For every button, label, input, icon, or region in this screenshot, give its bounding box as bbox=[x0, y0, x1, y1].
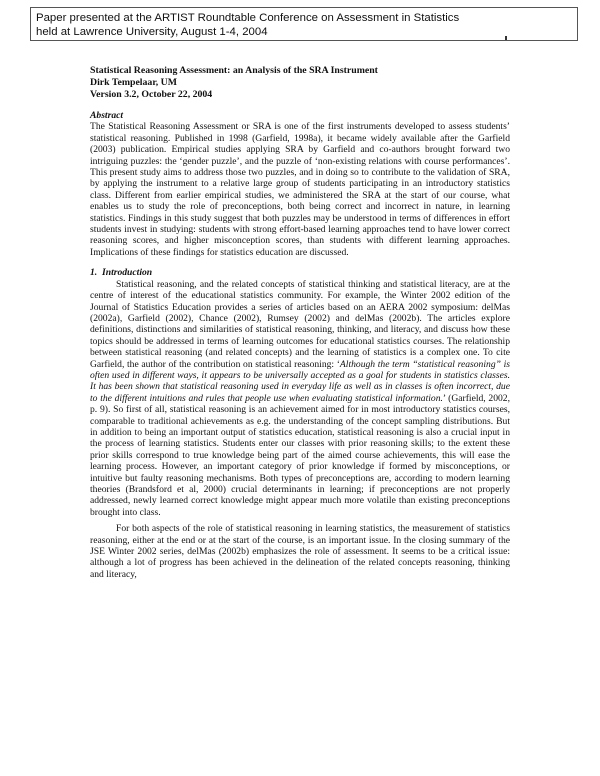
paper-page bbox=[90, 65, 510, 580]
banner-line-2: held at Lawrence University, August 1-4, 2004 bbox=[36, 26, 268, 38]
section-number: 1. bbox=[90, 267, 98, 279]
intro-paragraph-2: For both aspects of the role of statistical reasoning in learning statistics, the measurement of statistics reasoning, either at the end or at the start of the course, is an important issue. In the closing summary of the JSE Winter 2002 series, delMas (2002b) emphasizes the role of assessment. It seems to be a critical issue: although a lot of progress has been achieved in the delineation of the related concepts reasoning, thinking and literacy, bbox=[90, 523, 510, 580]
introduction-heading bbox=[90, 267, 510, 278]
garfield-quote: Although the term “statistical reasoning” is often used in different ways, it appears to be universally accepted as a goal for students in statistics classes. It has been shown that statistical reasoning used in everyday life as well as in classes is often incorrect, due to the different intuitions and rules that people use when evaluating statistical information. bbox=[90, 358, 510, 404]
banner-tick-mark bbox=[505, 36, 507, 40]
banner-line-1: Paper presented at the ARTIST Roundtable Conference on Assessment in Statistics bbox=[36, 12, 460, 24]
paper-author: Dirk Tempelaar, UM bbox=[90, 77, 177, 88]
conference-banner bbox=[30, 7, 578, 41]
intro-p1-text-a: Statistical reasoning, and the related concepts of statistical thinking and statistical literacy, are at the centre of interest of the educational statistics community. For example, the Winter 2002 edition of the Journal of Statistics Education provides a series of articles based on an AERA 2002 symposium: delMas (2002a), Garfield (2002), Chance (2002), Rumsey (2002) and delMas (2002b). The articles explore definitions, distinctions and similarities of statistical reasoning, thinking, and literacy, and discuss how these topics should be addressed in terms of learning outcomes for educational statistics courses. The relationship between statistical reasoning (and related concepts) and the learning of statistics is a complex one. To cite Garfield, the author of the contribution on statistical reasoning: ‘ bbox=[90, 278, 510, 370]
intro-p1-text-b: ’ (Garfield, 2002, p. 9). So first of all, statistical reasoning is an achievement aimed for in most introductory statistics courses, comparable to traditional achievements as e.g. the understanding of the concept sampling distributions. But in addition to being an important output of statistics education, statistical reasoning is also a crucial input in the process of learning statistics. Students enter our classes with prior reasoning skills; to the extent these prior skills correspond to true knowledge being part of the aimed course achievements, this will ease the learning process. However, an important category of prior knowledge if formed by misconceptions, or intuitive but faulty reasoning mechanisms. Both types of preconceptions are, according to modern learning theories (Brandsford et al, 2000) crucial determinants in learning; if preconceptions are not properly addressed, newly learned correct knowledge might appear much more volatile than existing preconceptions brought into class. bbox=[90, 392, 510, 518]
paper-title: Statistical Reasoning Assessment: an Analysis of the SRA Instrument bbox=[90, 65, 378, 76]
abstract-text: The Statistical Reasoning Assessment or SRA is one of the first instruments developed to assess students’ statistical reasoning. Published in 1998 (Garfield, 1998a), it became widely available after the Garfield (2003) publication. Empirical studies applying SRA by Garfield and co-authors brought forward two intriguing puzzles: the ‘gender puzzle’, and the puzzle of ‘non-existing relations with course performances’. This present study aims to address those two puzzles, and in doing so to contribute to the validation of SRA, by applying the instrument to a relative large group of students participating in an introductory statistics class. Different from earlier empirical studies, we administered the SRA at the start of our course, what enables us to study the role of preconceptions, both being correct and incorrect in nature, in learning statistics. Findings in this study suggest that both puzzles may be understood in terms of differences in effort students invest in studying: students with strong effort-based learning approaches tend to have lower correct reasoning scores, and higher misconception scores, than students with different learning approaches. Implications of these findings for statistics education are discussed. bbox=[90, 121, 510, 258]
intro-paragraph-1 bbox=[90, 279, 510, 519]
title-block bbox=[90, 65, 510, 101]
paper-version: Version 3.2, October 22, 2004 bbox=[90, 89, 213, 100]
abstract-heading: Abstract bbox=[90, 110, 124, 121]
section-title: Introduction bbox=[102, 267, 153, 279]
